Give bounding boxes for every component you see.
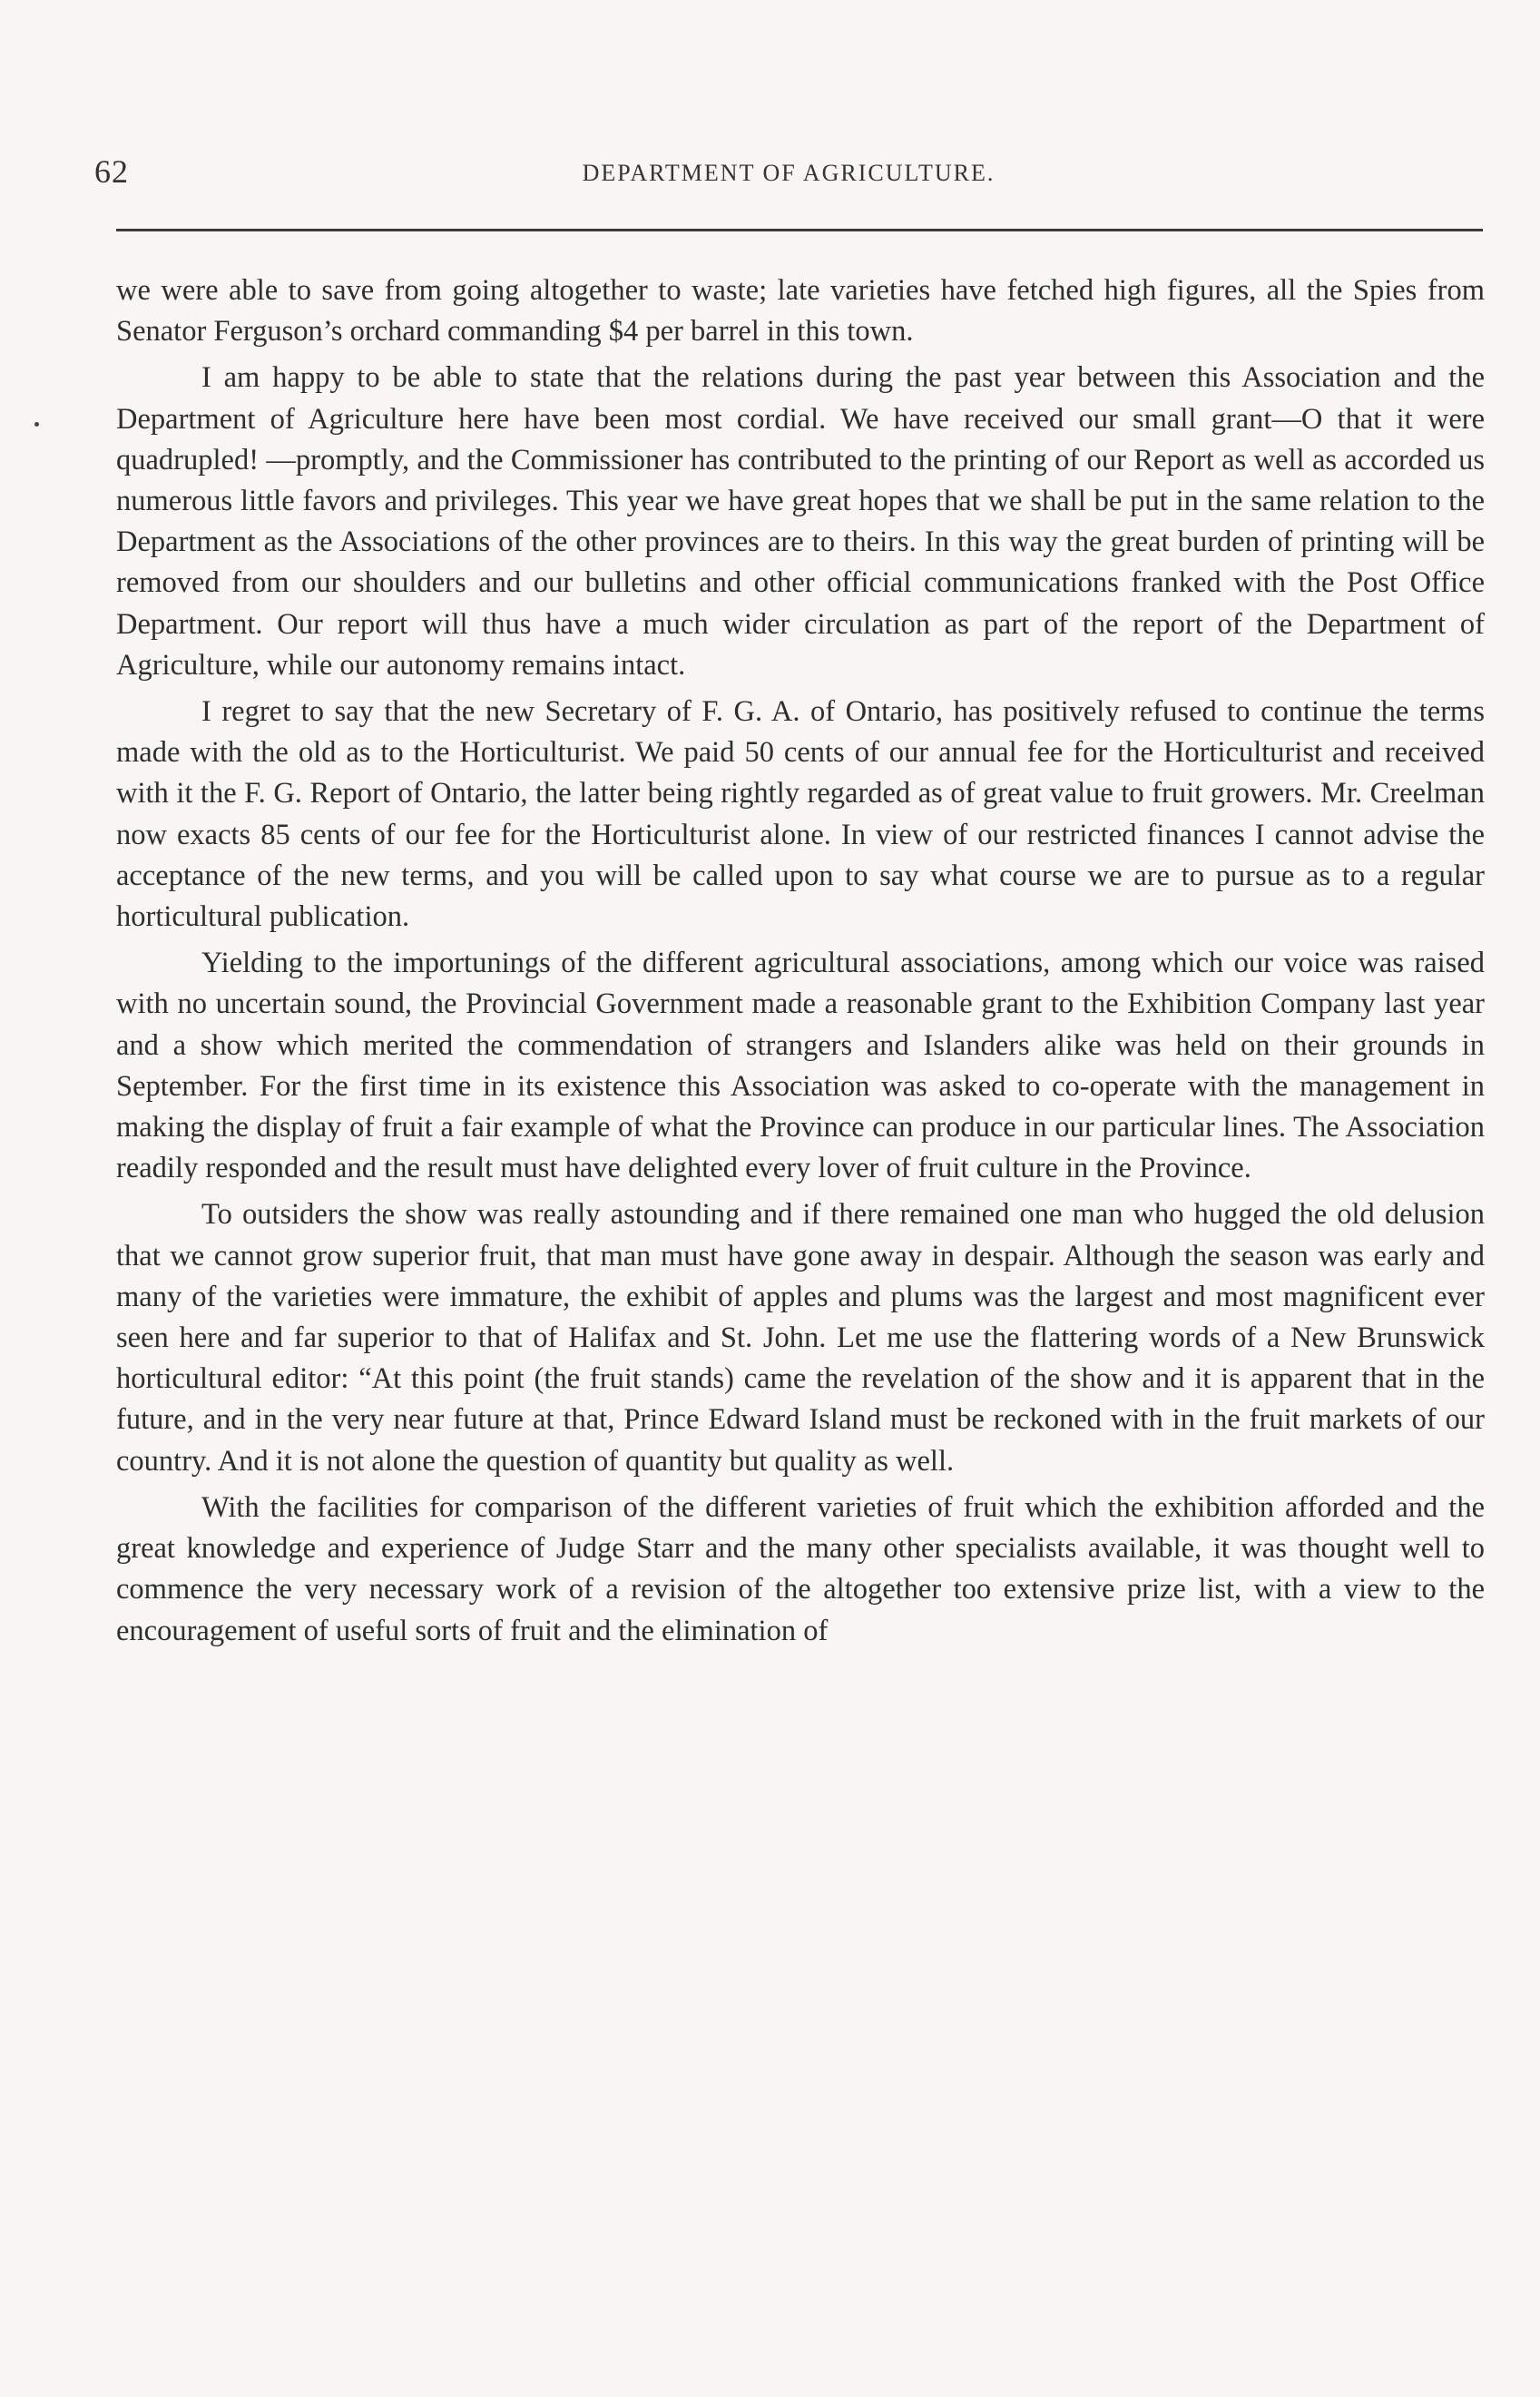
paragraph-show-description: To outsiders the show was really astounding and if there remained one man who hugged the old delusion that we cannot grow superior fruit, that man must have gone away in despair. Although the season was early and many of the varieties were immature, the exhibit of apples and plums was the largest and most magnificent ever seen here and far superior to that of Halifax and St. John. Let me use the flattering words of a New Brunswick horticultural editor: “At this point (the fruit stands) came the revelation of the show and it is apparent that in the future, and in the very near future at that, Prince Edward Island must be reckoned with in the fruit markets of our country. And it is not alone the question of quantity but quality as well. xyxy=(116,1198,1485,1478)
header-rule xyxy=(116,229,1483,231)
page-header xyxy=(94,152,1483,207)
paragraph-horticulturist-terms: I regret to say that the new Secretary of F. G. A. of Ontario, has positively refused to continue the terms made with the old as to the Horticulturist. We paid 50 cents of our annual fee for the Horticulturist and received with it the F. G. Report of Ontario, the latter being rightly regarded as of great value to fruit growers. Mr. Creelman now exacts 85 cents of our fee for the Horticulturist alone. In view of our restricted finances I cannot advise the acceptance of the new terms, and you will be called upon to say what course we are to pursue as to a regular horticultural publication. xyxy=(116,695,1485,934)
paragraph-continued: we were able to save from going altogether to waste; late varieties have fetched high figures, all the Spies from Senator Ferguson’s orchard commanding $4 per barrel in this town. xyxy=(116,274,1485,349)
body-text xyxy=(116,270,1485,1657)
paragraph-prize-list-revision: With the facilities for comparison of the different varieties of fruit which the exhibition afforded and the great knowledge and experience of Judge Starr and the many other specialists available, it was thought well to commence the very necessary work of a revision of the altogether too extensive prize list, with a view to the encouragement of useful sorts of fruit and the elimination of xyxy=(116,1490,1485,1647)
running-head: DEPARTMENT OF AGRICULTURE. xyxy=(582,160,996,186)
page-number: 62 xyxy=(94,153,129,190)
paragraph-exhibition-grant: Yielding to the importunings of the different agricultural associations, among which our voice was raised with no uncertain sound, the Provincial Government made a reasonable grant to the Exhibition Company last year and a show which merited the commendation of strangers and Islanders alike was held on their grounds in September. For the first time in its existence this Association was asked to co-operate with the management in making the display of fruit a fair example of what the Province can produce in our particular lines. The Association readily responded and the result must have delighted every lover of fruit culture in the Province. xyxy=(116,947,1485,1185)
margin-speck xyxy=(34,422,39,427)
paragraph-department-relations: I am happy to be able to state that the relations during the past year between this Association and the Department of Agriculture here have been most cordial. We have received our small grant—O that it were quadrupled! —promptly, and the Commissioner has contributed to the printing of our Report as well as accorded us numerous little favors and privileges. This year we have great hopes that we shall be put in the same relation to the Department as the Associations of the other provinces are to theirs. In this way the great burden of printing will be removed from our shoulders and our bulletins and other official communications franked with the Post Office Department. Our report will thus have a much wider circulation as part of the report of the Department of Agriculture, while our autonomy remains intact. xyxy=(116,361,1485,682)
